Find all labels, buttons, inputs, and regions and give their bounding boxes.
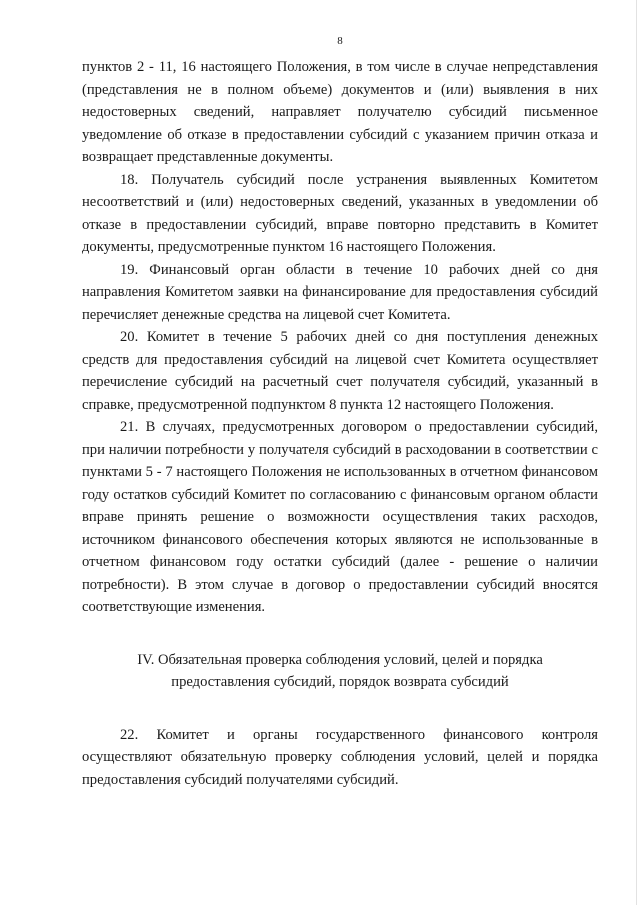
section-heading — [82, 649, 598, 694]
page-number: 8 — [337, 35, 343, 47]
document-body — [82, 56, 598, 791]
paragraph-20: 20. Комитет в течение 5 рабочих дней со дня поступления денежных средств для предоставления субсидий на лицевой счет Комитета осуществляет перечисление субсидий на расчетный счет получателя субсидий, указанный в справке, предусмотренной подпунктом 8 пункта 12 настоящего Положения. — [82, 329, 598, 413]
paragraph-19: 19. Финансовый орган области в течение 10 рабочих дней со дня направления Комитетом заявки на финансирование для предоставления субсидий перечисляет денежные средства на лицевой счет Комитета. — [82, 261, 598, 323]
section-heading-line-2: предоставления субсидий, порядок возврата субсидий — [171, 674, 509, 690]
paragraph-18: 18. Получатель субсидий после устранения выявленных Комитетом несоответствий и (или) недостоверных сведений, указанных в уведомлении об отказе в предоставлении субсидий, вправе повторно представить в Комитет документы, предусмотренные пунктом 16 настоящего Положения. — [82, 171, 598, 255]
page-edge-line — [636, 0, 637, 905]
paragraph-22: 22. Комитет и органы государственного финансового контроля осуществляют обязательную проверку соблюдения условий, целей и порядка предоставления субсидий получателями субсидий. — [82, 726, 598, 788]
paragraph-21: 21. В случаях, предусмотренных договором о предоставлении субсидий, при наличии потребности у получателя субсидий в расходовании в соответствии с пунктами 5 - 7 настоящего Положения не использованных в отчетном финансовом году остатков субсидий Комитет по согласованию с финансовым органом области вправе принять решение о возможности осуществления таких расходов, источником финансового обеспечения которых являются не использованные в отчетном финансовом году остатки субсидий (далее - решение о наличии потребности). В этом случае в договор о предоставлении субсидий вносятся соответствующие изменения. — [82, 419, 598, 615]
paragraph-continuation: пунктов 2 - 11, 16 настоящего Положения, в том числе в случае непредставления (представления не в полном объеме) документов и (или) выявления в них недостоверных сведений, направляет получателю субсидий письменное уведомление об отказе в предоставлении субсидий с указанием причин отказа и возвращает представленные документы. — [82, 59, 598, 165]
section-heading-line-1: IV. Обязательная проверка соблюдения условий, целей и порядка — [137, 651, 543, 668]
